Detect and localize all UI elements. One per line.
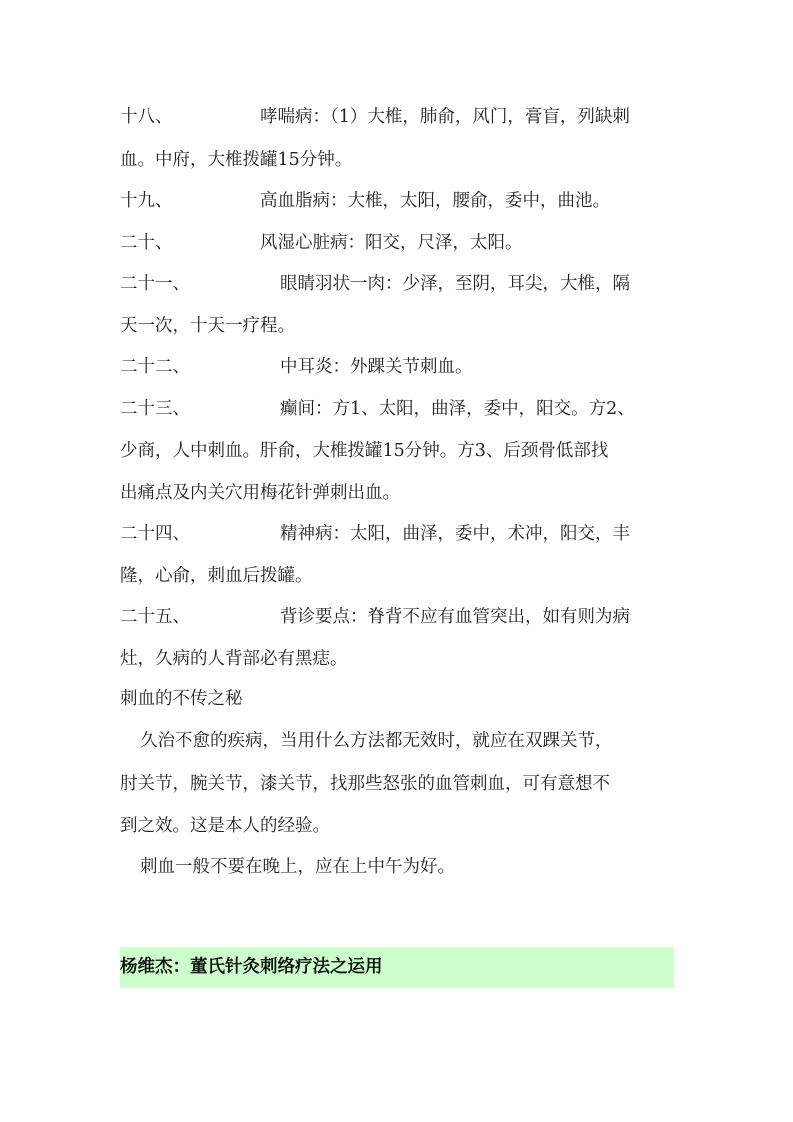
item-text: 眼睛羽状一肉：少泽，至阴，耳尖，大椎，隔 bbox=[280, 274, 630, 294]
item-number: 二十一、 bbox=[120, 274, 190, 294]
item-20-line-1 bbox=[120, 231, 680, 255]
item-23-line-2: 少商，人中刺血。肝俞，大椎拨罐15分钟。方3、后颈骨低部找 bbox=[120, 441, 609, 461]
item-text: 高血脂病：大椎，太阳，腰俞，委中，曲池。 bbox=[260, 191, 610, 211]
item-number: 二十五、 bbox=[120, 607, 190, 627]
item-21-line-1 bbox=[120, 272, 680, 296]
item-22-line-1 bbox=[120, 355, 680, 379]
item-text: 癫间：方1、太阳，曲泽，委中，阳交。方2、 bbox=[280, 399, 635, 419]
item-number: 十九、 bbox=[120, 191, 173, 211]
paragraph-1-line-3: 到之效。这是本人的经验。 bbox=[120, 816, 330, 836]
item-number: 二十三、 bbox=[120, 399, 190, 419]
item-23-line-3: 出痛点及内关穴用梅花针弹刺出血。 bbox=[120, 483, 400, 503]
item-text: 风湿心脏病：阳交，尺泽，太阳。 bbox=[260, 233, 523, 253]
item-25-line-2: 灶，久病的人背部必有黑痣。 bbox=[120, 649, 348, 669]
item-18-line-1 bbox=[120, 105, 680, 129]
item-23-line-1 bbox=[120, 397, 680, 421]
item-24-line-2: 隆，心俞，刺血后拨罐。 bbox=[120, 566, 313, 586]
item-number: 二十二、 bbox=[120, 357, 190, 377]
item-21-line-2: 天一次，十天一疗程。 bbox=[120, 316, 295, 336]
paragraph-2: 刺血一般不要在晚上，应在上中午为好。 bbox=[140, 857, 455, 877]
item-number: 十八、 bbox=[120, 107, 173, 127]
item-text: 背诊要点：脊背不应有血管突出，如有则为病 bbox=[280, 607, 630, 627]
item-number: 二十、 bbox=[120, 233, 173, 253]
item-text: 精神病：太阳，曲泽，委中，术冲，阳交，丰 bbox=[280, 524, 630, 544]
highlighted-heading bbox=[120, 947, 674, 988]
paragraph-1-line-1: 久治不愈的疾病，当用什么方法都无效时，就应在双踝关节， bbox=[140, 731, 613, 751]
item-number: 二十四、 bbox=[120, 524, 190, 544]
item-19-line-1 bbox=[120, 189, 680, 213]
item-25-line-1 bbox=[120, 605, 680, 629]
item-text: 中耳炎：外踝关节刺血。 bbox=[280, 357, 473, 377]
item-18-line-2: 血。中府，大椎拨罐15分钟。 bbox=[120, 150, 353, 170]
paragraph-1-line-2: 肘关节，腕关节，漆关节，找那些怒张的血管刺血，可有意想不 bbox=[120, 774, 610, 794]
section-title: 刺血的不传之秘 bbox=[120, 689, 243, 709]
item-24-line-1 bbox=[120, 522, 680, 546]
heading-text: 杨维杰：董氏针灸刺络疗法之运用 bbox=[120, 957, 383, 977]
item-text: 哮喘病：（1）大椎，肺俞，风门，膏盲，列缺刺 bbox=[260, 107, 630, 127]
